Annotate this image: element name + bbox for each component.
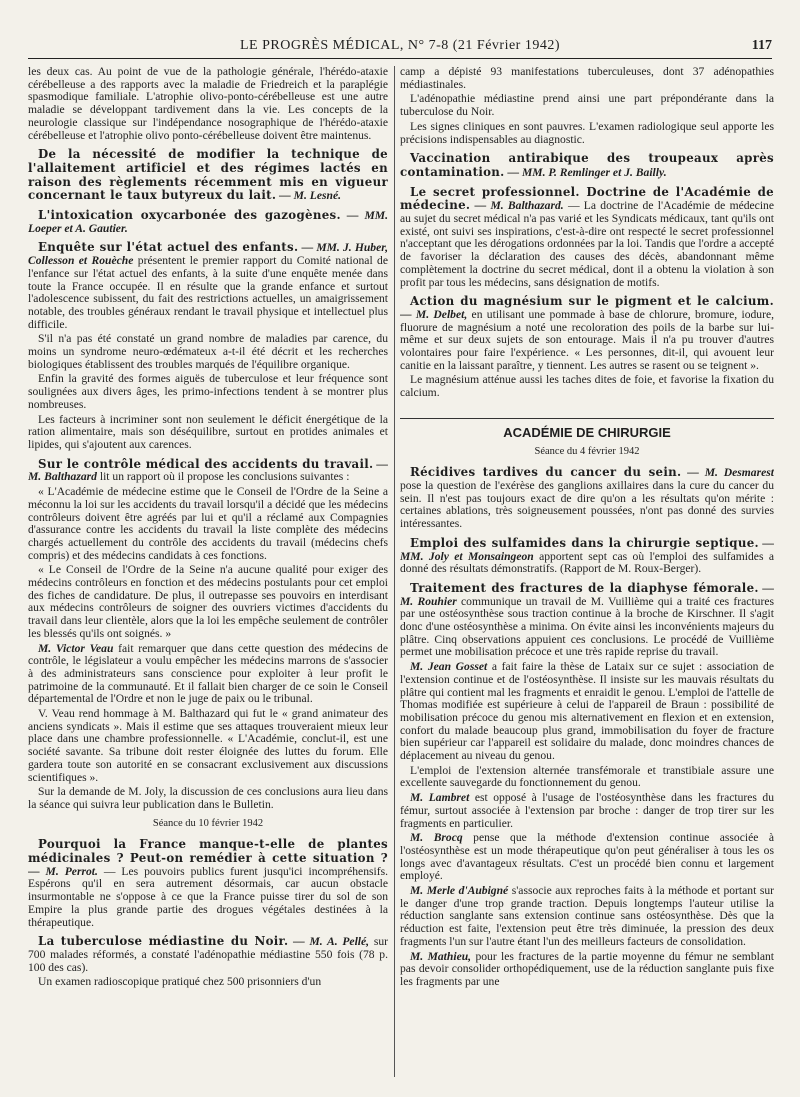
right-column — [400, 66, 774, 1089]
section-title: ACADÉMIE DE CHIRURGIE — [400, 418, 774, 440]
running-header — [28, 32, 772, 59]
paragraph: M. Merle d'Aubigné s'associe aux reproches faits à la méthode et portant sur le danger d'une trop grande traction. Depuis longtemps l'auteur utilise la réduction sanglante sans extension continue sans ostéosynthèse. Dès que la réduction est faite, l'extension peut être très diminuée, la pression des deux fragments l'un sur l'autre étant l'un des meilleurs facteurs de consolidation. — [400, 884, 774, 948]
article-paragraph: La tuberculose médiastine du Noir. — M. A. Pellé, sur 700 malades réformés, a constaté l'adénopathie médiastine 550 fois (78 p. 100 des cas). — [28, 934, 388, 974]
column-divider — [394, 66, 395, 1077]
article-paragraph: Emploi des sulfamides dans la chirurgie septique. — MM. Joly et Monsaingeon apportent sept cas où l'emploi des sulfamides a donné des résultats démonstratifs. (Rapport de M. Roux-Berger). — [400, 535, 774, 576]
article-heading: De la nécessité de modifier la technique de l'allaitement artificiel et des régimes lactés en raison des règlements récemment mis en vigueur concernant le taux butyreux du lait. — M. Lesné. — [28, 147, 388, 203]
article-paragraph: Pourquoi la France manque-t-elle de plantes médicinales ? Peut-on remédier à cette situation ? — M. Perrot. — Les pouvoirs publics furent jusqu'ici incompréhensifs. Espérons qu'il en sera autrement désormais, car aucun obstacle insurmontable ne s'oppose à ce que la France puisse tirer du sol de son Empire la plus grande partie des drogues végétales destinées à la thérapeutique. — [28, 837, 388, 929]
paragraph: V. Veau rend hommage à M. Balthazard qui fut le « grand animateur des anciens syndicats ». Mais il estime que ses attaques trouveraient mieux leur place dans une chambre professionnelle. « L'Académie, conclut-il, est une société savante. Sa tribune doit rester éloignée des luttes du forum. Elle gardera toute son autorité en se consacrant exclusivement aux discussions scientifiques ». — [28, 707, 388, 784]
left-column — [28, 66, 388, 1089]
journal-title: LE PROGRÈS MÉDICAL, N° 7-8 (21 Février 1942) — [239, 38, 561, 53]
article-paragraph: Traitement des fractures de la diaphyse fémorale. — M. Rouhier communique un travail de M. Vuillième qui a traité ces fractures par une ostéosynthèse sous traction continue à la broche de Kirschner. Il s'agit donc d'une ostéosynthèse a minima. On évite ainsi les inconvénients majeurs du plâtre. Cinq observations appuient ces conclusions. Le procédé de Vuillième permet une mobilisation précoce et une très rapide reprise du travail. — [400, 580, 774, 659]
article-paragraph: Action du magnésium sur le pigment et le calcium. — M. Delbet, en utilisant une pommade à base de chlorure, bromure, iodure, fluorure de magnésium a noté une recoloration des poils de la barbe sur lui-même et sur deux sujets de son entourage. Mais il n'a pu trouver d'autres volontaires pour faire l'expérience. « Les personnes, dit-il, qui avouent leur canitie en la laissant paraître, y tiennent. Les autres se rasent ou se teignent ». — [400, 294, 774, 372]
paragraph: les deux cas. Au point de vue de la pathologie générale, l'hérédo-ataxie cérébelleuse a des rapports avec la maladie de Friedreich et la paraplégie spasmodique familiale. L'atrophie olivo-ponto-cérébelleuse est une autre maladie se développant tardivement dans la vie. Les concepts de la neurologie classique sur l'indépendance nosographique de l'hérédo-ataxie cérébelleuse et l'atrophie olivo ponto-cérébelleuse doivent être maintenus. — [28, 66, 388, 142]
paragraph: M. Brocq pense que la méthode d'extension continue associée à l'ostéosynthèse est un mode thérapeutique qu'on peut généraliser à tous les os longs avec d'avantageux résultats. C'est un procédé bien connu et largement employé. — [400, 831, 774, 883]
paragraph: Un examen radioscopique pratiqué chez 500 prisonniers d'un — [38, 975, 322, 989]
session-date: Séance du 4 février 1942 — [534, 445, 640, 457]
paragraph: camp a dépisté 93 manifestations tuberculeuses, dont 37 adénopathies médiastinales. — [400, 66, 774, 91]
article-paragraph: Sur le contrôle médical des accidents du travail. — M. Balthazard lit un rapport où il propose les conclusions suivantes : — [28, 456, 388, 484]
paragraph: M. Jean Gosset a fait faire la thèse de Lataix sur ce sujet : association de l'extension continue et de l'ostéosynthèse. Il insiste sur les mauvais résultats du plâtre qui contient mal les fragments et enraidit le genou. L'emploi de l'attelle de Thomas modifiée est supérieure à celui de l'appareil de Braun : possibilité de mobilisation précoce du genou mis alternativement en flexion et en extension, confort du malade beaucoup plus grand, immobilisation du foyer de fracture bien supérieur car l'appareil est solidaire du malade, donc moindres chances de déplacement au niveau du genou. — [400, 660, 774, 763]
paragraph: « L'Académie de médecine estime que le Conseil de l'Ordre de la Seine a méconnu la loi sur les accidents du travail lorsqu'il a décidé que les médecins contrôleurs doivent être agréés par lui et qu'il a réclamé aux Compagnies d'assurance contre les accidents du travail la liste complète des médecins chargés actuellement du contrôle des accidents du travail (médecins chefs compris) et des médecins candidats à ces fonctions. — [28, 485, 388, 562]
session-date: Séance du 10 février 1942 — [152, 817, 264, 829]
paragraph: Les signes cliniques en sont pauvres. L'examen radiologique seul apporte les précisions indispensables au diagnostic. — [400, 119, 774, 146]
paragraph: M. Lambret est opposé à l'usage de l'ostéosynthèse dans les fractures du fémur, surtout associée à l'extension par broche : danger de trop tirer sur les fragments en particulier. — [400, 791, 774, 830]
article-paragraph: Enquête sur l'état actuel des enfants. — MM. J. Huber, Collesson et Rouèche présentent le premier rapport du Comité national de l'enfance sur l'état actuel des enfants, à la suite d'une enquête menée dans toute la France occupée. Il en résulte que la grande enfance et surtout l'adolescence subissent, du fait des restrictions actuelles, un amaigrissement notable, des troubles généraux rendant le travail physique et intellectuel plus difficile. — [28, 240, 388, 331]
paragraph: Enfin la gravité des formes aiguës de tuberculose et leur fréquence sont soulignées aux divers âges, les primo-infections tendent à se montrer plus nombreuses. — [28, 372, 388, 411]
paragraph: Sur la demande de M. Joly, la discussion de ces conclusions aura lieu dans la séance qui suivra leur publication dans le Bulletin. — [28, 785, 388, 811]
paragraph: S'il n'a pas été constaté un grand nombre de maladies par carence, du moins un syndrome neuro-œdémateux a-t-il été décrit et les recherches biologiques établissent des troubles marqués de l'équilibre organique. — [28, 332, 388, 371]
paragraph: Le magnésium atténue aussi les taches dites de foie, et favorise la fixation du calcium. — [400, 373, 774, 400]
article-paragraph: Récidives tardives du cancer du sein. — M. Desmarest pose la question de l'exérèse des ganglions axillaires dans la cure du cancer du sein. Il n'est pas toujours exact de dire qu'on a les résultats qu'on mérite : certaines ablations, très soigneusement poussées, n'ont pas donné des survies intéressantes. — [400, 465, 774, 531]
paragraph: L'emploi de l'extension alternée transfémorale et transtibiale assure une excellente sauvegarde du fonctionnement du genou. — [400, 763, 774, 790]
article-heading: Vaccination antirabique des troupeaux après contamination. — MM. P. Remlinger et J. Bailly. — [400, 151, 774, 179]
paragraph: « Le Conseil de l'Ordre de la Seine n'a aucune qualité pour exiger des médecins contrôleurs en fonction et des médecins postulants pour cet emploi des fiches de candidature. De plus, il outrepasse ses pouvoirs en interdisant aux médecins contrôleurs de soigner des ouvriers victimes d'accidents du travail dans leur clientèle, alors que la loi les empêche seulement de contrôler les blessés qu'ils ont soignés. » — [28, 563, 388, 640]
paragraph: M. Victor Veau fait remarquer que dans cette question des médecins de contrôle, le législateur a voulu empêcher les médecins marrons de s'associer à des administrateurs sans conscience pour exploiter à leur profit le patrimoine de la communauté. Et il fallait bien charger de ce soin le Conseil départemental de l'Ordre et non le juge de paix ou le tribunal. — [28, 641, 388, 706]
paragraph: L'adénopathie médiastine prend ainsi une part prépondérante dans la tuberculose du Noir. — [400, 92, 774, 119]
article-heading: L'intoxication oxycarbonée des gazogènes. — MM. Loeper et A. Gautier. — [28, 208, 388, 235]
paragraph: M. Mathieu, pour les fractures de la partie moyenne du fémur ne semblant pas devoir consolider orthopédiquement, use de la réduction sanglante puis fixe les fragments par une — [400, 949, 774, 988]
paragraph: Les facteurs à incriminer sont non seulement le déficit énergétique de la ration alimentaire, mais son déséquilibre, surtout en protides animales et lipides, qui s'ajoutent aux carences. — [28, 412, 388, 451]
article-paragraph: Le secret professionnel. Doctrine de l'Académie de médecine. — M. Balthazard. — La doctrine de l'Académie de médecine au sujet du secret médical n'a pas varié et les Syndicats médicaux, tant qu'ils ont existé, ont suivi ses inspirations, c'est-à-dire ont respecté le secret professionnel n'acceptant que les dérogations ordonnées par la loi. Tandis que l'ordre a accepté de favoriser la déclaration des causes des décès, abandonnant même complètement la doctrine du secret médical, dont il a obtenu la violation à son profit par tous les médecins, sans désignation de motifs. — [400, 184, 774, 289]
page-number: 117 — [751, 38, 772, 53]
